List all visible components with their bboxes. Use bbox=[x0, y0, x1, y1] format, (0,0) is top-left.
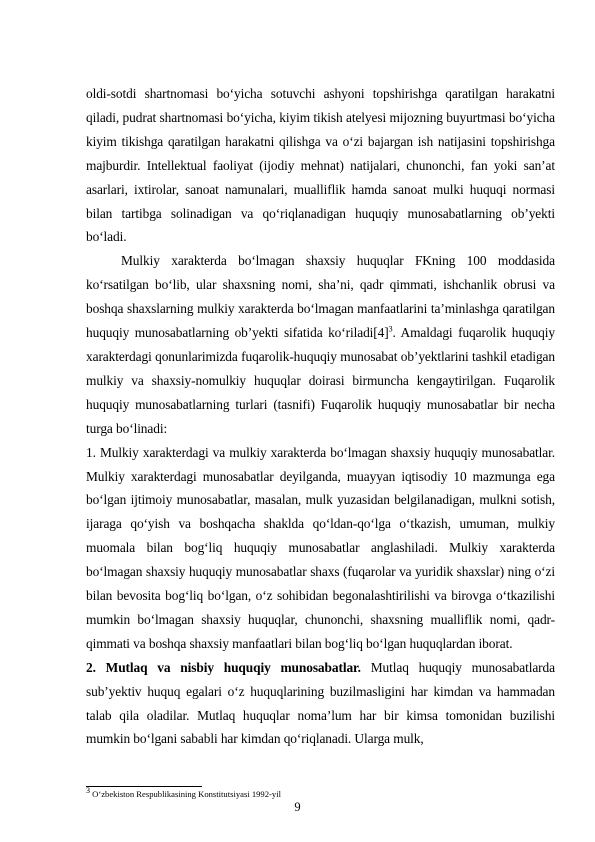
footnote-divider bbox=[86, 786, 202, 787]
footnote-text: O‘zbekiston Respublikasining Konstitutsiyasi 1992-yil bbox=[90, 789, 281, 799]
page-number: 9 bbox=[294, 800, 301, 814]
paragraph-4 bbox=[86, 656, 555, 752]
footnote-reference[interactable]: 3 bbox=[388, 324, 393, 334]
body-text bbox=[86, 82, 555, 751]
paragraph-3: 1. Mulkiy xarakterdagi va mulkiy xarakterda bo‘lmagan shaxsiy huquqiy munosabatlar. Mulkiy xarakterdagi munosabatlar deyilganda, muayyan iqtisodiy 10 mazmunga ega bo‘lgan ijtimoiy munosabatlar, masalan, mulk yuzasidan belgilanadigan, mulkni sotish, ijaraga qo‘yish va boshqacha shaklda qo‘ldan-qo‘lga o‘tkazish, umuman, mulkiy muomala bilan bog‘liq huquqiy munosabatlar anglashiladi. Mulkiy xarakterda bo‘lmagan shaxsiy huquqiy munosabatlar shaxs (fuqarolar va yuridik shaxslar) ning o‘zi bilan bevosita bog‘liq bo‘lgan, o‘z sohibidan begonalashtirilishi va birovga o‘tkazilishi mumkin bo‘lmagan shaxsiy huquqlar, chunonchi, shaxsning mualliflik nomi, qadr-qimmati va boshqa shaxsiy manfaatlari bilan bog‘liq bo‘lgan huquqlardan iborat. bbox=[86, 444, 555, 651]
paragraph-4-text: Mutlaq huquqiy munosabatlarda sub’yektiv huquq egalari o‘z huquqlarining buzilmasligini har kimdan va hammadan talab qila oladilar. Mutlaq huquqlar noma’lum har bir kimsa tomonidan buzilishi mumkin bo‘lgani sababli har kimdan qo‘riqlanadi. Ularga mulk, bbox=[86, 659, 555, 747]
footnote-marker: 3 bbox=[86, 786, 90, 796]
section-heading: 2. Mutlaq va nisbiy huquqiy munosabatlar. bbox=[86, 659, 361, 675]
paragraph-2-text: Mulkiy xarakterda bo‘lmagan shaxsiy huquqlar FKning 100 moddasida ko‘rsatilgan bo‘lib, ular shaxsning nomi, sha’ni, qadr qimmati, ishchanlik obrusi va boshqa shaxslarning mulkiy xarakterda bo‘lmagan manfaatlarini ta’minlashga qaratilgan huquqiy munosabatlarning ob’yekti sifatida ko‘riladi[4] bbox=[86, 253, 555, 341]
paragraph-2 bbox=[86, 249, 555, 440]
footnote bbox=[86, 786, 556, 800]
paragraph-2-text-continued: . Amaldagi fuqarolik huquqiy xarakterdagi qonunlarimizda fuqarolik-huquqiy munosabat ob’yektlarini tashkil etadigan mulkiy va shaxsiy-nomulkiy huquqlar doirasi birmuncha kengaytirilgan. Fuqarolik huquqiy munosabatlarning turlari (tasnifi) Fuqarolik huquqiy munosabatlar bir necha turga bo‘linadi: bbox=[86, 325, 555, 436]
paragraph-1: oldi-sotdi shartnomasi bo‘yicha sotuvchi ashyoni topshirishga qaratilgan harakatni qiladi, pudrat shartnomasi bo‘yicha, kiyim tikish atelyesi mijozning buyurtmasi bo‘yicha kiyim tikishga qaratilgan harakatni qilishga va o‘zi bajargan ish natijasini topshirishga majburdir. Intellektual faoliyat (ijodiy mehnat) natijalari, chunonchi, fan yoki san’at asarlari, ixtirolar, sanoat namunalari, mualliflik hamda sanoat mulki huquqi normasi bilan tartibga solinadigan va qo‘riqlanadigan huquqiy munosabatlarning ob’yekti bo‘ladi. bbox=[86, 86, 555, 245]
